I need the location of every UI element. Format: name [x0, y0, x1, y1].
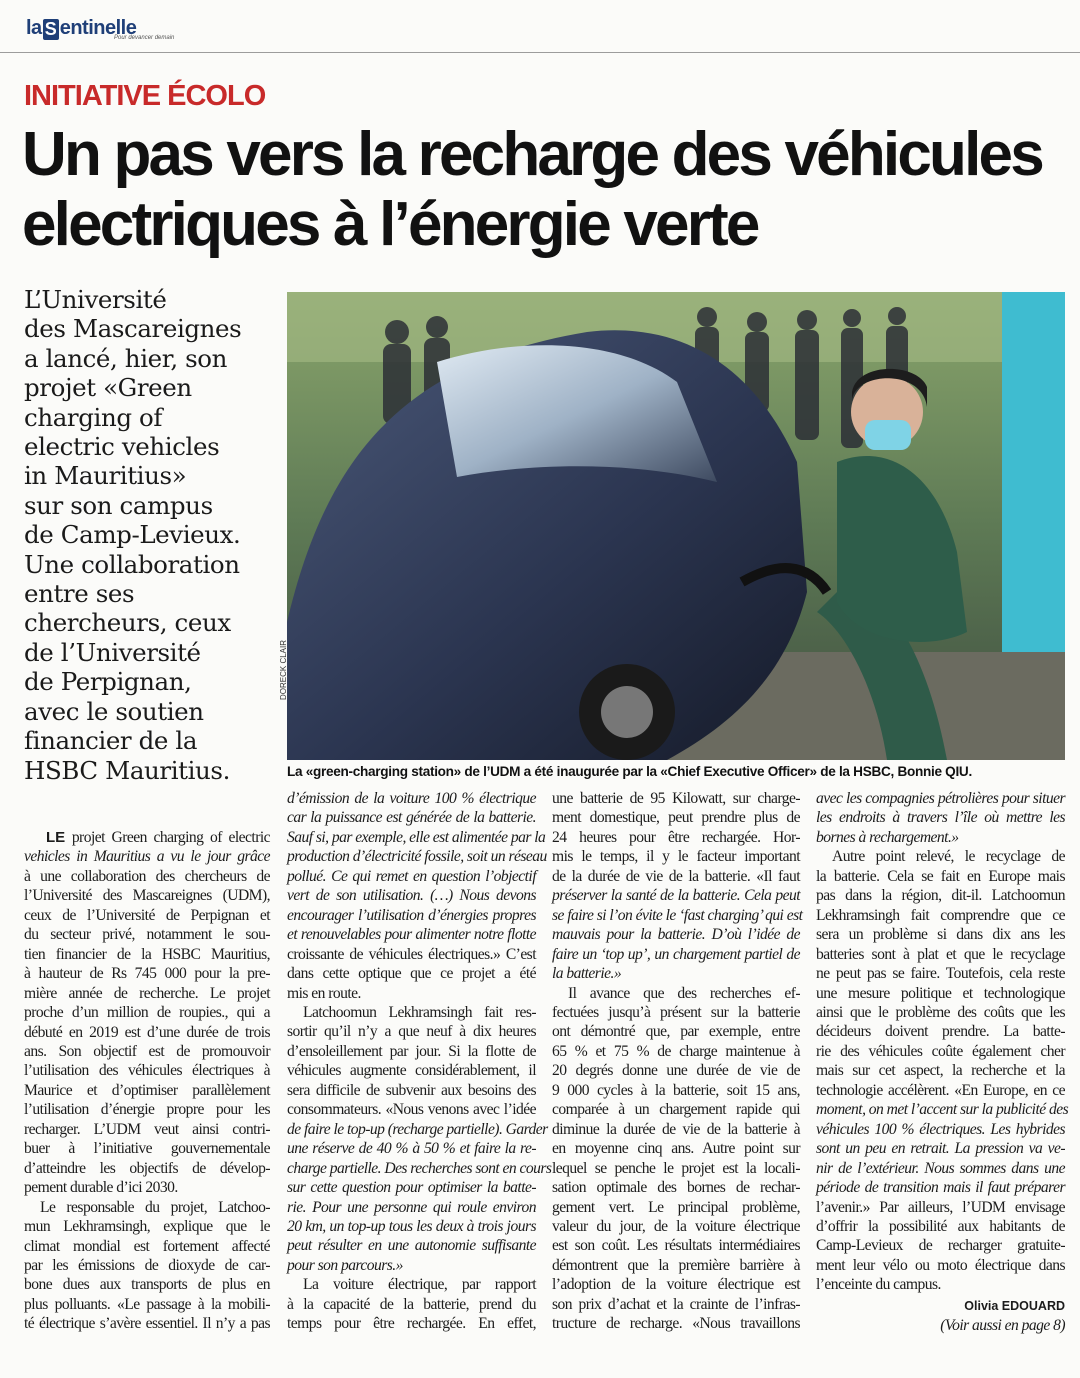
- article-line: sortir qu’il n’y a que neuf à dix heures: [287, 1023, 536, 1041]
- article-line: production d’électricité fossile, soit un réseau: [287, 848, 547, 866]
- article-line: gement vert. Le principal problème,: [552, 1198, 800, 1216]
- article-line: ment domestique, peut prendre plus de: [552, 809, 800, 827]
- article-line: technologie accélèrent. «En Europe, en ce: [816, 1081, 1065, 1099]
- article-line: de faire le top-up (recharge partielle). Garder: [287, 1120, 548, 1138]
- article-line: mis le temps, il y le facteur important: [552, 848, 800, 866]
- article-line: rie. Pour une personne qui roule environ: [287, 1198, 536, 1216]
- section-kicker: INITIATIVE ÉCOLO: [24, 80, 266, 112]
- standfirst-line: des Mascareignes: [24, 314, 242, 344]
- article-line: mis en route.: [287, 984, 361, 1002]
- article-line: recharger. L’UDM veut ainsi contri-: [24, 1120, 270, 1138]
- article-line: la batterie. Cela se fait en Europe mais: [816, 867, 1065, 885]
- article-line: tructure de recharge. «Nous travaillons: [552, 1315, 800, 1333]
- standfirst-line: electric vehicles: [24, 432, 220, 462]
- article-line: vert de son utilisation. (…) Nous devons: [287, 887, 536, 905]
- article-column-1: [24, 828, 270, 1334]
- article-line: préserver la santé de la batterie. Cela peut: [552, 887, 800, 905]
- article-line: une batterie de 95 Kilowatt, sur charge-: [552, 790, 800, 807]
- standfirst-line: sur son campus: [24, 490, 213, 520]
- standfirst-line: projet «Green: [24, 373, 192, 403]
- article-line: 9 000 cycles à la batterie, soit 15 ans,: [552, 1081, 800, 1099]
- article-line: mauvais pour la batterie. D’où l’idée de: [552, 926, 800, 944]
- article-line: ceux de l’Université de Perpignan et: [24, 906, 270, 924]
- standfirst-line: in Mauritius»: [24, 461, 187, 491]
- article-line: Il avance que des recherches ef-: [568, 984, 800, 1002]
- article-line: charge partielle. Des recherches sont en cours: [287, 1159, 552, 1177]
- article-line: d’offrir la possibilité aux habitants de: [816, 1217, 1065, 1235]
- article-line: peut résulter en une autonomie suffisante: [287, 1237, 536, 1255]
- article-line: dans cette optique que ce projet a été: [287, 965, 536, 983]
- article-line: démontrent que la première barrière à: [552, 1256, 800, 1274]
- article-line: l’utilisation d’énergie propre pour les: [24, 1101, 270, 1119]
- article-line: ans. Son objectif est de promouvoir: [24, 1042, 270, 1060]
- logo-text-left: la: [26, 17, 42, 39]
- article-line: par les émissions de dioxyde de car-: [24, 1256, 270, 1274]
- article-line: sation optimale des bornes de rechar-: [552, 1179, 800, 1197]
- article-line: mière année de recherche. Le projet: [24, 984, 270, 1002]
- article-line: décideurs doivent prendre. La batte-: [816, 1023, 1065, 1041]
- article-line: pement durable d’ici 2030.: [24, 1179, 178, 1197]
- article-line: ont démontré que, par exemple, entre: [552, 1023, 800, 1041]
- article-line: rie des véhicules coûte également cher: [816, 1042, 1065, 1060]
- article-line: sera un problème si dans dix ans les: [816, 926, 1065, 944]
- headline: [22, 120, 1072, 260]
- article-line: avec les compagnies pétrolières pour situer: [816, 790, 1065, 807]
- standfirst-line: financier de la: [24, 726, 198, 756]
- article-line: La voiture électrique, par rapport: [303, 1276, 536, 1294]
- article-line: l’adoption de la voiture électrique est: [552, 1276, 800, 1294]
- article-line: d’émission de la voiture 100 % électrique: [287, 790, 536, 807]
- article-line: Camp-Levieux de recharger gratuite-: [816, 1237, 1065, 1255]
- article-line: mais sur cet aspect, la recherche et la: [816, 1062, 1065, 1080]
- masthead-logo: [26, 8, 175, 41]
- article-line: 24 heures pour être rechargée. Hor-: [552, 828, 800, 846]
- standfirst-line: de Camp-Levieux.: [24, 520, 241, 550]
- article-line: buer à l’initiative gouvernementale: [24, 1140, 270, 1158]
- article-line: d’ensoleillement par jour. Si la flotte de: [287, 1042, 536, 1060]
- article-line: une mesure politique et technologique: [816, 984, 1065, 1002]
- article-line: Latchoomun Lekhramsingh fait res-: [303, 1003, 536, 1021]
- article-line: temps pour être rechargée. En effet,: [287, 1315, 536, 1333]
- article-line: diminue la durée de vie de la batterie à: [552, 1120, 800, 1138]
- article-line: plus polluants. «Le passage à la mobili-: [24, 1295, 270, 1313]
- article-line: moment, on met l’accent sur la publicité des: [816, 1101, 1069, 1119]
- standfirst-line: Une collaboration: [24, 549, 240, 579]
- article-line: les endroits à travers l’île où mettre les: [816, 809, 1065, 827]
- article-line: car la puissance est générée de la batterie.: [287, 809, 536, 827]
- standfirst-line: chercheurs, ceux: [24, 608, 231, 638]
- article-line: bone dues aux transports de plus en: [24, 1276, 270, 1294]
- article-line: l’avenir.» Par ailleurs, l’UDM envisage: [816, 1198, 1065, 1216]
- article-line: faire un ‘top up’, un chargement partiel de: [552, 945, 800, 963]
- photo-credit: DORECK CLAIR: [279, 639, 288, 700]
- article-line: valeur du jour, de la voiture électrique: [552, 1217, 800, 1235]
- article-line: pollué. Ce qui remet en question l’objectif: [287, 867, 536, 885]
- article-line-text: projet Green charging of electric: [71, 829, 270, 846]
- article-line: proche d’un million de roupies., qui a: [24, 1004, 270, 1022]
- article-column-2: [287, 789, 552, 1334]
- article-line: se faire si l’on évite le ‘fast charging’ qui est: [552, 906, 803, 924]
- article-line: vehicles in Mauritius a vu le jour grâce: [24, 848, 270, 866]
- article-line: nir de l’extérieur. Nous sommes dans une: [816, 1159, 1065, 1177]
- article-line: sont un peu en retrait. La pression va ve-: [816, 1140, 1065, 1158]
- article-line: ne peut pas se faire. Toutefois, cela reste: [816, 965, 1065, 983]
- article-line: mun Lekhramsingh, explique que le: [24, 1218, 270, 1236]
- byline: Olivia EDOUARD: [964, 1298, 1065, 1313]
- photo-caption: La «green-charging station» de l’UDM a été inaugurée par la «Chief Executive Officer» de la HSBC, Bonnie QIU.: [287, 764, 972, 779]
- article-line: véhicules augmente considérablement, il: [287, 1062, 536, 1080]
- standfirst-line: charging of: [24, 402, 163, 432]
- article-line: période de transition mais il faut préparer: [816, 1179, 1065, 1197]
- article-line: l’Université des Mascareignes (UDM),: [24, 887, 270, 905]
- article-line: tien financier de la HSBC Mauritius,: [24, 945, 270, 963]
- article-line: 20 km, un top-up tous les deux à trois jours: [287, 1217, 536, 1235]
- article-line: Lekhramsingh fait comprendre que ce: [816, 906, 1065, 924]
- photo-illustration: [287, 292, 1065, 760]
- article-line: ment leur vélo ou moto électrique dans: [816, 1256, 1065, 1274]
- article-line: pour son parcours.»: [287, 1256, 403, 1274]
- logo-mark: S: [44, 19, 57, 39]
- article-line: lequel se penche le projet est la locali-: [552, 1159, 800, 1177]
- article-line: est son coût. Les résultats intermédiaires: [552, 1237, 800, 1255]
- article-line: du secteur privé, notamment le sou-: [24, 926, 270, 944]
- article-line: véhicules 100 % électriques. Les hybrides: [816, 1120, 1065, 1138]
- article-line: l’utilisation des véhicules électriques à: [24, 1062, 270, 1080]
- article-line: son prix d’achat et la crainte de l’infras-: [552, 1295, 800, 1313]
- article-line: sur cette question pour optimiser la batte-: [287, 1179, 536, 1197]
- standfirst-line: de Perpignan,: [24, 667, 192, 697]
- article-line: Le responsable du projet, Latchoo-: [40, 1198, 270, 1216]
- standfirst-line: avec le soutien: [24, 696, 204, 726]
- lead-word: LE: [46, 829, 66, 846]
- standfirst-line: HSBC Mauritius.: [24, 755, 230, 785]
- article-column-3: [552, 789, 803, 1334]
- article-line: 20 degrés donne une durée de vie de: [552, 1062, 800, 1080]
- article-line: pas dans la région, dit-il. Latchoomun: [816, 887, 1065, 905]
- article-photo: [287, 292, 1065, 760]
- header-rule: [0, 52, 1080, 53]
- logo-text-right: entinelle: [59, 17, 137, 39]
- article-line: l’enceinte du campus.: [816, 1276, 941, 1294]
- article-line: une réserve de 40 % à 50 % et faire la re-: [287, 1140, 536, 1158]
- article-line: 65 % et 75 % de charge maintenue à: [552, 1042, 800, 1060]
- article-line: d’atteindre les objectifs de dévelop-: [24, 1159, 270, 1177]
- article-line: la batterie.»: [552, 965, 622, 983]
- article-line: comparée à un chargement rapide qui: [552, 1101, 800, 1119]
- article-line: consommateurs. «Nous venons avec l’idée: [287, 1101, 536, 1119]
- article-line: té électrique s’avère essentiel. Il n’y a pas: [24, 1315, 270, 1333]
- article-line: sera difficile de subvenir aux besoins des: [287, 1081, 536, 1099]
- article-line: Sauf si, par exemple, elle est alimentée par la: [287, 828, 546, 846]
- article-line: ainsi que le problème des coûts que les: [816, 1003, 1065, 1021]
- article-line: encourager l’utilisation d’énergies propres: [287, 906, 536, 924]
- article-line: climat mondial est fortement affecté: [24, 1237, 270, 1255]
- article-line: de la durée de vie de la batterie. «Il faut: [552, 867, 800, 885]
- see-also-note: (Voir aussi en page 8): [940, 1317, 1065, 1335]
- article-line: en moyenne cinq ans. Autre point sur: [552, 1140, 800, 1158]
- article-line: à hauteur de Rs 745 000 pour la pre-: [24, 965, 270, 983]
- headline-line: Un pas vers la recharge des véhicules: [22, 120, 1042, 189]
- article-line: Maurice et d’optimiser parallèlement: [24, 1081, 270, 1099]
- article-column-4: [816, 789, 1069, 1336]
- article-line: débuté en 2019 est d’une durée de trois: [24, 1023, 270, 1041]
- standfirst-line: a lancé, hier, son: [24, 343, 228, 373]
- standfirst-line: de l’Université: [24, 637, 201, 667]
- article-line: bornes à rechargement.»: [816, 828, 959, 846]
- article-line: croissante de véhicules électriques.» C’est: [287, 945, 536, 963]
- article-line: [24, 828, 270, 847]
- article-line: et renouvelables pour alimenter notre flotte: [287, 926, 536, 944]
- standfirst-line: entre ses: [24, 579, 135, 609]
- standfirst: [24, 285, 282, 785]
- standfirst-line: L’Université: [24, 285, 167, 314]
- article-line: à la capacité de la batterie, prend du: [287, 1295, 536, 1313]
- article-line: fectuées jusqu’à présent sur la batterie: [552, 1003, 800, 1021]
- article-line: à une collaboration des chercheurs de: [24, 867, 270, 885]
- article-line: Autre point relevé, le recyclage de: [832, 848, 1065, 866]
- logo-tagline: Pour devancer demain: [114, 35, 175, 41]
- article-line: batteries sont à plat et que le recyclage: [816, 945, 1065, 963]
- headline-line: electriques à l’énergie verte: [22, 190, 758, 259]
